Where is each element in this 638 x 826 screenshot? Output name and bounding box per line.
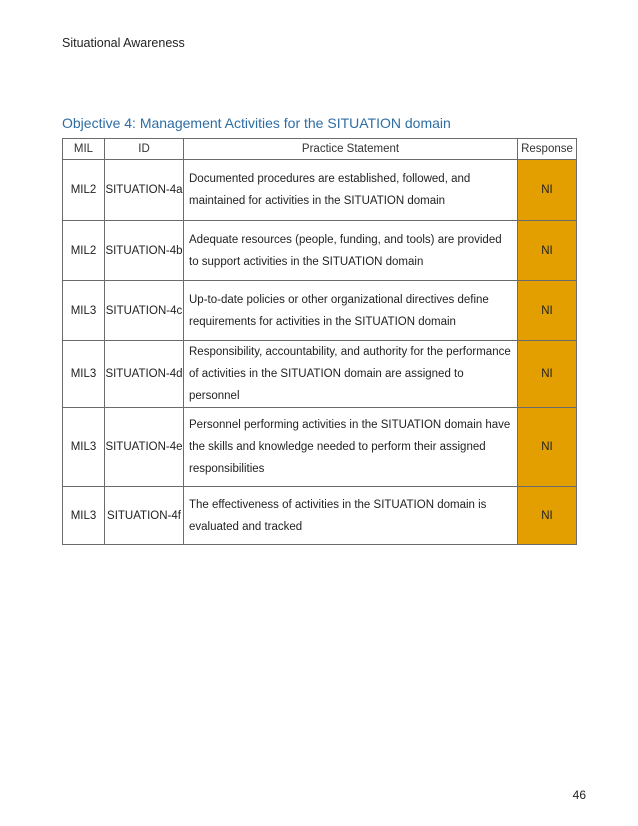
table-row: [63, 160, 577, 221]
response-cell: NI: [518, 281, 577, 341]
response-cell: NI: [518, 487, 577, 545]
id-cell: SITUATION-4e: [105, 408, 184, 487]
document-header-title: Situational Awareness: [62, 36, 185, 50]
table-row: [63, 408, 577, 487]
id-cell: SITUATION-4c: [105, 281, 184, 341]
table-row: [63, 487, 577, 545]
column-header-response: Response: [518, 139, 577, 160]
practice-statement-cell: Adequate resources (people, funding, and tools) are provided to support activities in the SITUATION domain: [184, 221, 518, 281]
id-cell: SITUATION-4d: [105, 341, 184, 408]
id-cell: SITUATION-4b: [105, 221, 184, 281]
column-header-mil: MIL: [63, 139, 105, 160]
practice-statement-cell: Personnel performing activities in the SITUATION domain have the skills and knowledge needed to perform their assigned responsibilities: [184, 408, 518, 487]
objective-title: Objective 4: Management Activities for the SITUATION domain: [62, 115, 451, 131]
id-cell: SITUATION-4a: [105, 160, 184, 221]
table-row: [63, 341, 577, 408]
practice-statement-cell: Documented procedures are established, followed, and maintained for activities in the SITUATION domain: [184, 160, 518, 221]
table-row: [63, 221, 577, 281]
table-header-row: [63, 139, 577, 160]
practice-statement-cell: Responsibility, accountability, and authority for the performance of activities in the SITUATION domain are assigned to personnel: [184, 341, 518, 408]
response-cell: NI: [518, 221, 577, 281]
mil-cell: MIL2: [63, 221, 105, 281]
mil-cell: MIL3: [63, 341, 105, 408]
response-cell: NI: [518, 341, 577, 408]
mil-cell: MIL3: [63, 281, 105, 341]
practice-table: [62, 138, 577, 545]
practice-statement-cell: Up-to-date policies or other organizational directives define requirements for activities in the SITUATION domain: [184, 281, 518, 341]
id-cell: SITUATION-4f: [105, 487, 184, 545]
column-header-practice-statement: Practice Statement: [184, 139, 518, 160]
response-cell: NI: [518, 160, 577, 221]
page-number: 46: [572, 788, 586, 802]
table-row: [63, 281, 577, 341]
mil-cell: MIL3: [63, 408, 105, 487]
mil-cell: MIL3: [63, 487, 105, 545]
response-cell: NI: [518, 408, 577, 487]
practice-statement-cell: The effectiveness of activities in the SITUATION domain is evaluated and tracked: [184, 487, 518, 545]
mil-cell: MIL2: [63, 160, 105, 221]
column-header-id: ID: [105, 139, 184, 160]
